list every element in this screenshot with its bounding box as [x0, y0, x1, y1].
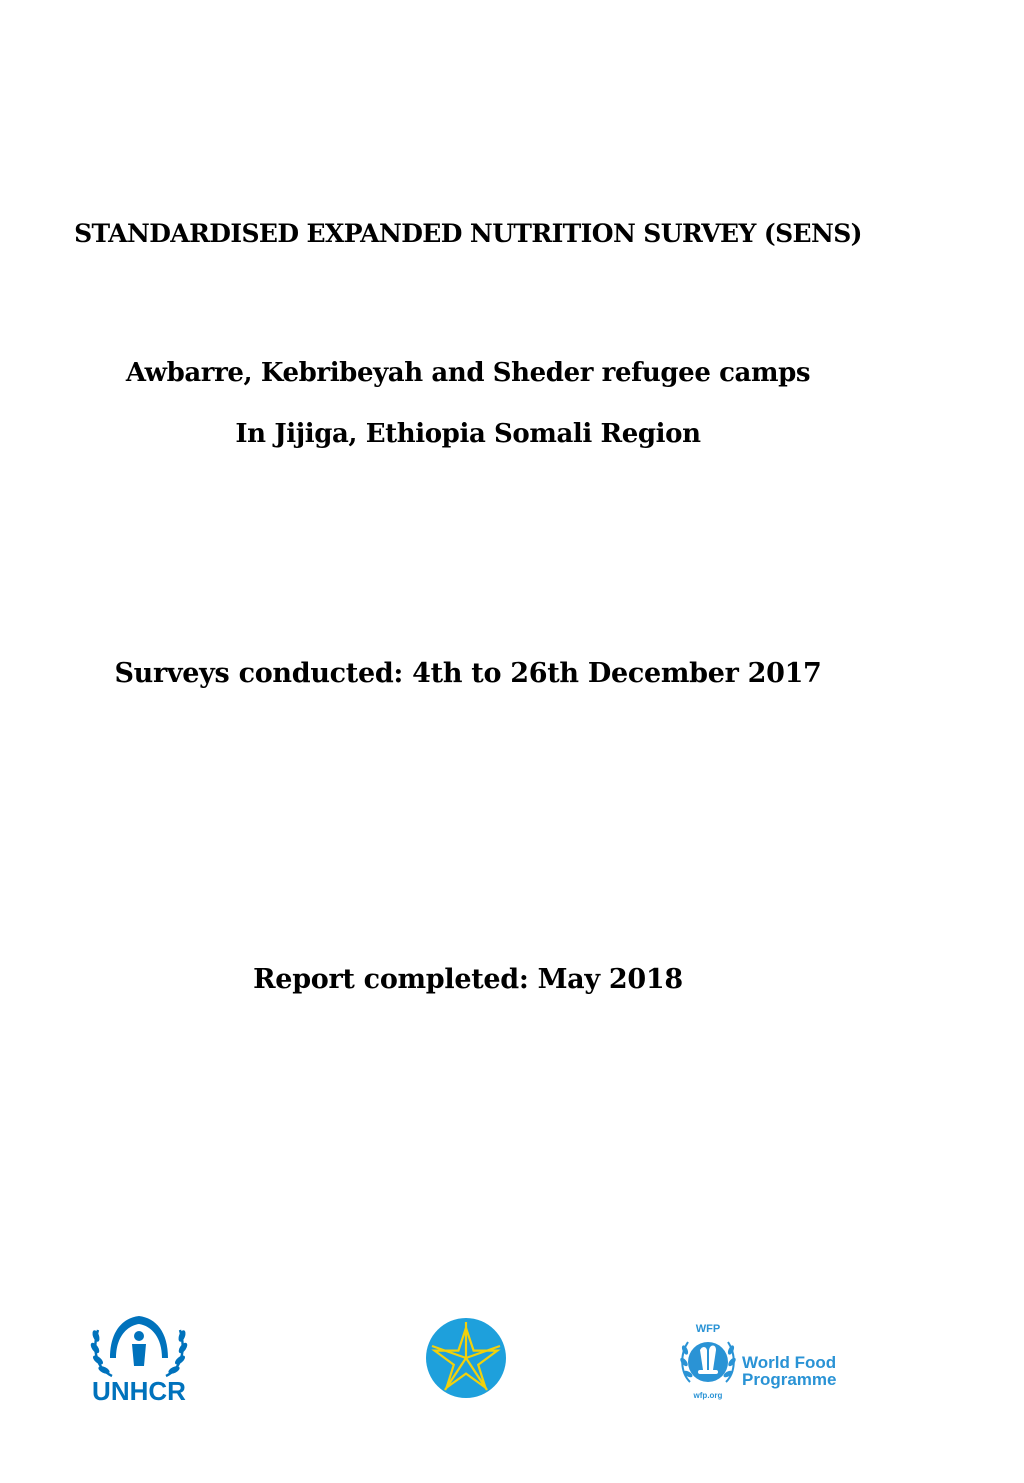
- unhcr-logo: [82, 1310, 196, 1406]
- report-completed-date: Report completed: May 2018: [253, 964, 683, 995]
- ethiopia-emblem: [424, 1316, 508, 1400]
- wfp-name-line2: Programme: [742, 1370, 837, 1389]
- camps-subtitle: Awbarre, Kebribeyah and Sheder refugee camps: [125, 358, 811, 388]
- wfp-name-line1: World Food: [742, 1353, 837, 1372]
- unhcr-logo-text: UNHCR: [92, 1376, 186, 1406]
- surveys-conducted-date: Surveys conducted: 4th to 26th December 2017: [114, 658, 822, 689]
- wfp-top-text: WFP: [695, 1323, 721, 1335]
- survey-title: STANDARDISED EXPANDED NUTRITION SURVEY (SENS): [74, 219, 862, 248]
- wfp-logo: [676, 1320, 846, 1404]
- wfp-url-text: wfp.org: [693, 1391, 723, 1400]
- location-subtitle: In Jijiga, Ethiopia Somali Region: [235, 419, 701, 449]
